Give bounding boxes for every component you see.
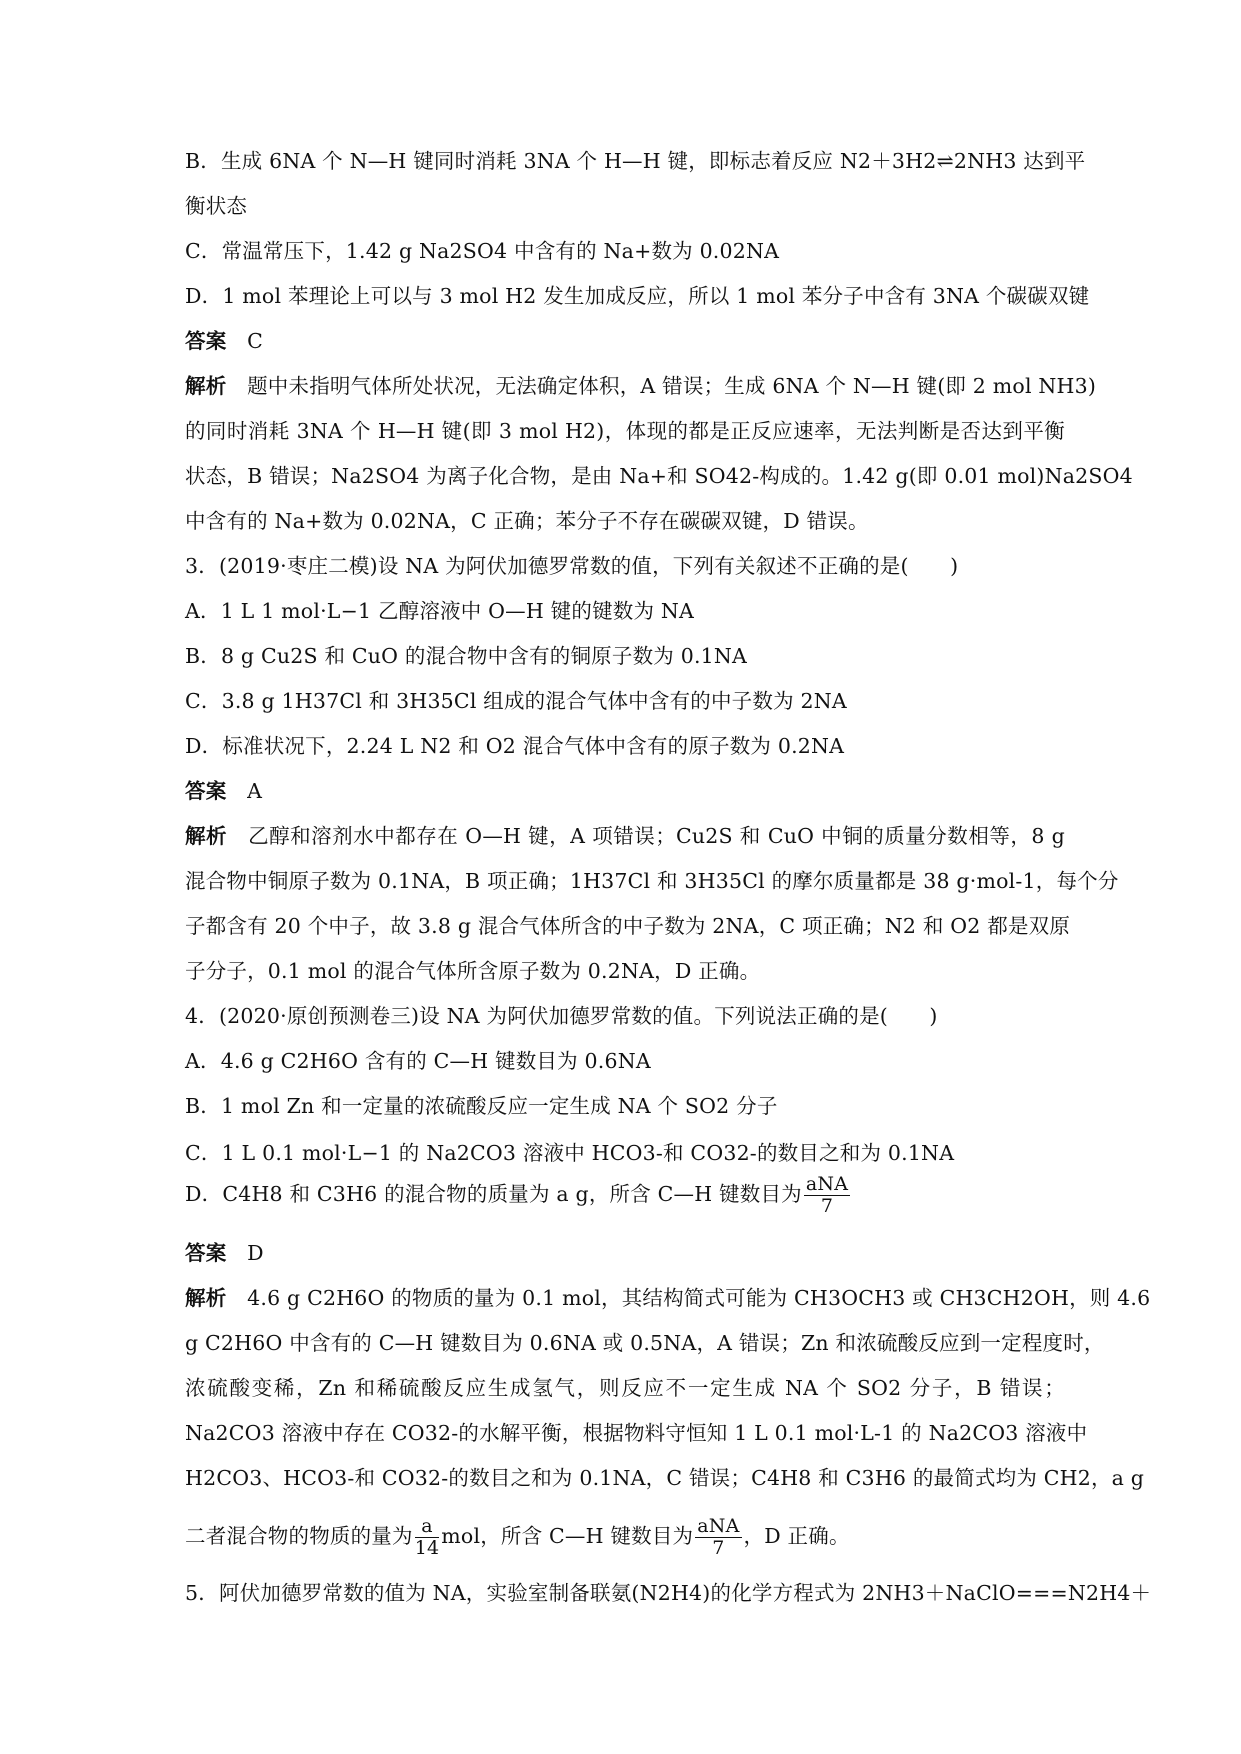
- analysis-text-a: 二者混合物的物质的量为: [185, 1524, 413, 1548]
- text-line: [185, 1283, 1151, 1313]
- analysis-text-b: mol，所含 C—H 键数目为: [441, 1524, 694, 1548]
- line-text: 中含有的 Na+数为 0.02NA，C 正确；苯分子不存在碳碳双键，D 错误。: [185, 509, 869, 533]
- fraction-ana-7: [695, 1516, 741, 1559]
- fraction-numerator: a: [415, 1516, 440, 1538]
- line-text: C．1 L 0.1 mol·L−1 的 Na2CO3 溶液中 HCO3-和 CO32-的数目之和为 0.1NA: [185, 1141, 955, 1165]
- text-line: [185, 371, 1097, 401]
- line-text: A．1 L 1 mol·L−1 乙醇溶液中 O—H 键的键数为 NA: [185, 599, 695, 623]
- text-line: [185, 911, 1071, 941]
- text-line: [185, 1463, 1145, 1493]
- text-line: [185, 1046, 1065, 1076]
- section-label: 答案: [185, 329, 227, 353]
- line-text: 的同时消耗 3NA 个 H—H 键(即 3 mol H2)，体现的都是正反应速率，无法判断是否达到平衡: [185, 419, 1065, 443]
- text-line: [185, 1138, 1065, 1168]
- line-text: 衡状态: [185, 194, 248, 218]
- section-label: 解析: [185, 1286, 227, 1310]
- line-text: 子都含有 20 个中子，故 3.8 g 混合气体所含的中子数为 2NA，C 项正确；N2 和 O2 都是双原: [185, 914, 1071, 938]
- text-line: [185, 506, 1065, 536]
- line-text: A．4.6 g C2H6O 含有的 C—H 键数目为 0.6NA: [185, 1049, 651, 1073]
- fraction-a-14: [415, 1516, 440, 1559]
- text-line: [185, 821, 1065, 851]
- line-text: Na2CO3 溶液中存在 CO32-的水解平衡，根据物料守恒知 1 L 0.1 mol·L-1 的 Na2CO3 溶液中: [185, 1421, 1088, 1445]
- line-text: A: [226, 779, 263, 803]
- analysis-last-line: [185, 1512, 1065, 1560]
- fraction-denominator: 7: [712, 1537, 725, 1559]
- fraction-denominator: 7: [820, 1195, 834, 1217]
- text-line: [185, 1091, 1065, 1121]
- fraction-numerator: aNA: [805, 1173, 849, 1196]
- line-text: B．生成 6NA 个 N—H 键同时消耗 3NA 个 H—H 键，即标志着反应 N2＋3H2⇌2NH3 达到平: [185, 149, 1086, 173]
- text-line: [185, 1373, 1065, 1403]
- text-line: [185, 731, 1065, 761]
- section-label: 解析: [185, 824, 228, 848]
- text-line: [185, 596, 1065, 626]
- line-text: H2CO3、HCO3-和 CO32-的数目之和为 0.1NA，C 错误；C4H8 和 C3H6 的最简式均为 CH2，a g: [185, 1466, 1145, 1490]
- text-line: [185, 551, 1065, 581]
- line-text: D．标准状况下，2.24 L N2 和 O2 混合气体中含有的原子数为 0.2NA: [185, 734, 845, 758]
- text-line: [185, 1238, 1065, 1268]
- analysis-text-c: ，D 正确。: [743, 1524, 850, 1548]
- text-line: [185, 776, 1065, 806]
- text-line: [185, 146, 1086, 176]
- line-text: C．常温常压下，1.42 g Na2SO4 中含有的 Na+数为 0.02NA: [185, 239, 780, 263]
- line-text: 4.6 g C2H6O 的物质的量为 0.1 mol，其结构简式可能为 CH3OCH3 或 CH3CH2OH，则 4.6: [226, 1286, 1151, 1310]
- line-text: D．1 mol 苯理论上可以与 3 mol H2 发生加成反应，所以 1 mol 苯分子中含有 3NA 个碳碳双键: [185, 284, 1090, 308]
- line-text: C: [226, 329, 263, 353]
- option-d-line: [185, 1172, 1065, 1217]
- text-line: [185, 281, 1090, 311]
- text-line: [185, 1418, 1088, 1448]
- line-text: B．1 mol Zn 和一定量的浓硫酸反应一定生成 NA 个 SO2 分子: [185, 1094, 778, 1118]
- line-text: 乙醇和溶剂水中都存在 O—H 键，A 项错误；Cu2S 和 CuO 中铜的质量分数相等，8 g: [227, 824, 1065, 848]
- text-line: [185, 416, 1065, 446]
- text-line: [185, 461, 1133, 491]
- text-line: [185, 326, 1065, 356]
- line-text: C．3.8 g 1H37Cl 和 3H35Cl 组成的混合气体中含有的中子数为 2NA: [185, 689, 847, 713]
- text-line: [185, 641, 1065, 671]
- line-text: 子分子，0.1 mol 的混合气体所含原子数为 0.2NA，D 正确。: [185, 959, 761, 983]
- line-text: 浓硫酸变稀，Zn 和稀硫酸反应生成氢气，则反应不一定生成 NA 个 SO2 分子，B 错误；: [185, 1376, 1065, 1400]
- fraction-ana-7: [804, 1174, 850, 1217]
- text-line: [185, 191, 1065, 221]
- fraction-numerator: aNA: [697, 1515, 740, 1538]
- line-text: 混合物中铜原子数为 0.1NA，B 项正确；1H37Cl 和 3H35Cl 的摩尔质量都是 38 g·mol-1，每个分: [185, 869, 1119, 893]
- text-line: [185, 866, 1119, 896]
- line-text: 4．(2020·原创预测卷三)设 NA 为阿伏加德罗常数的值。下列说法正确的是( ): [185, 1004, 938, 1028]
- line-text: D: [226, 1241, 264, 1265]
- option-d-text: D．C4H8 和 C3H6 的混合物的质量为 a g，所含 C—H 键数目为: [185, 1182, 802, 1206]
- text-line: [185, 236, 1065, 266]
- line-text: g C2H6O 中含有的 C—H 键数目为 0.6NA 或 0.5NA，A 错误；Zn 和浓硫酸反应到一定程度时，: [185, 1331, 1105, 1355]
- section-label: 答案: [185, 1241, 227, 1265]
- fraction-denominator: 14: [414, 1537, 440, 1559]
- section-label: 答案: [185, 779, 227, 803]
- text-line: [185, 686, 1065, 716]
- line-text: 5．阿伏加德罗常数的值为 NA，实验室制备联氨(N2H4)的化学方程式为 2NH3＋NaClO===N2H4＋: [185, 1581, 1152, 1605]
- text-line: [185, 1001, 1065, 1031]
- text-line: [185, 1328, 1105, 1358]
- line-text: 题中未指明气体所处状况，无法确定体积，A 错误；生成 6NA 个 N—H 键(即 2 mol NH3): [226, 374, 1097, 398]
- text-line: [185, 956, 1065, 986]
- section-label: 解析: [185, 374, 227, 398]
- line-text: B．8 g Cu2S 和 CuO 的混合物中含有的铜原子数为 0.1NA: [185, 644, 748, 668]
- line-text: 3．(2019·枣庄二模)设 NA 为阿伏加德罗常数的值，下列有关叙述不正确的是( ): [185, 554, 959, 578]
- line-text: 状态，B 错误；Na2SO4 为离子化合物，是由 Na+和 SO42-构成的。1.42 g(即 0.01 mol)Na2SO4: [185, 464, 1133, 488]
- text-line: [185, 1578, 1152, 1608]
